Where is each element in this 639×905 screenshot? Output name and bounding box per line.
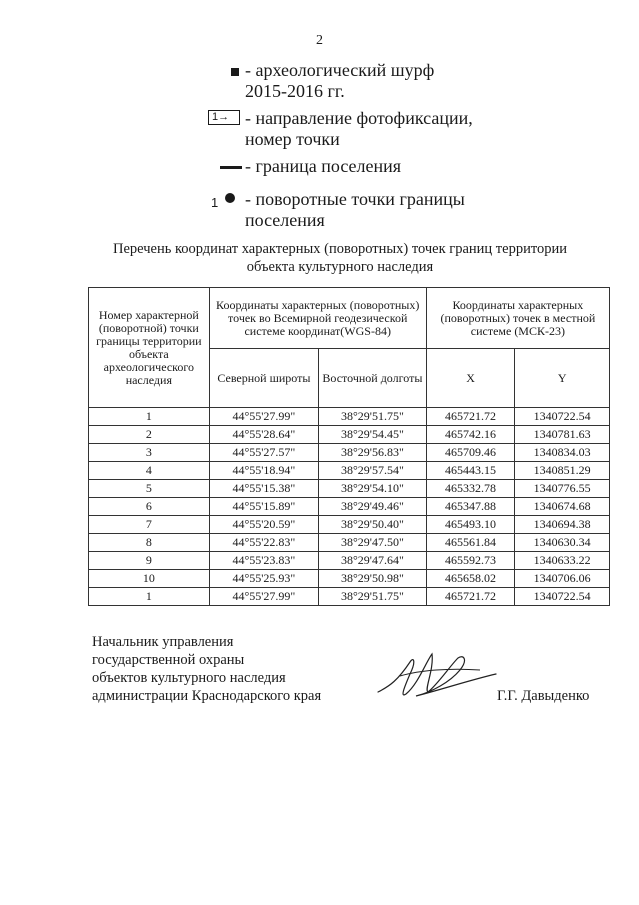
header-longitude: Восточной долготы bbox=[319, 349, 427, 408]
header-msk23: Координаты характерных (поворотных) точек в местной системе (МСК-23) bbox=[426, 288, 609, 349]
table-row bbox=[89, 534, 610, 552]
cell-longitude: 38°29'57.54" bbox=[319, 462, 427, 480]
cell-point-number: 5 bbox=[89, 480, 210, 498]
table-row bbox=[89, 408, 610, 426]
cell-x: 465592.73 bbox=[426, 552, 515, 570]
cell-point-number: 2 bbox=[89, 426, 210, 444]
header-latitude: Северной широты bbox=[209, 349, 318, 408]
legend-item-photo-direction bbox=[200, 108, 620, 150]
cell-point-number: 1 bbox=[89, 588, 210, 606]
legend-item-archaeological-pit bbox=[200, 60, 620, 102]
cell-y: 1340694.38 bbox=[515, 516, 610, 534]
cell-y: 1340776.55 bbox=[515, 480, 610, 498]
table-row bbox=[89, 426, 610, 444]
cell-longitude: 38°29'54.10" bbox=[319, 480, 427, 498]
cell-x: 465742.16 bbox=[426, 426, 515, 444]
table-row bbox=[89, 588, 610, 606]
cell-longitude: 38°29'56.83" bbox=[319, 444, 427, 462]
cell-latitude: 44°55'27.99" bbox=[209, 408, 318, 426]
cell-point-number: 1 bbox=[89, 408, 210, 426]
cell-y: 1340633.22 bbox=[515, 552, 610, 570]
legend-text-cont: поселения bbox=[245, 210, 325, 230]
page-number: 2 bbox=[316, 33, 323, 48]
cell-latitude: 44°55'27.57" bbox=[209, 444, 318, 462]
table-row bbox=[89, 462, 610, 480]
cell-longitude: 38°29'49.46" bbox=[319, 498, 427, 516]
legend-item-boundary bbox=[200, 156, 620, 177]
table-row bbox=[89, 498, 610, 516]
cell-point-number: 3 bbox=[89, 444, 210, 462]
cell-x: 465721.72 bbox=[426, 408, 515, 426]
cell-x: 465709.46 bbox=[426, 444, 515, 462]
square-marker-icon bbox=[231, 68, 239, 76]
cell-latitude: 44°55'20.59" bbox=[209, 516, 318, 534]
cell-x: 465347.88 bbox=[426, 498, 515, 516]
caption-line: Перечень координат характерных (поворотных) точек границ территории bbox=[112, 241, 568, 257]
cell-y: 1340781.63 bbox=[515, 426, 610, 444]
cell-point-number: 8 bbox=[89, 534, 210, 552]
cell-x: 465493.10 bbox=[426, 516, 515, 534]
table-row bbox=[89, 444, 610, 462]
cell-longitude: 38°29'50.98" bbox=[319, 570, 427, 588]
signer-title-line: объектов культурного наследия bbox=[92, 670, 286, 686]
cell-x: 465658.02 bbox=[426, 570, 515, 588]
legend-text: - археологический шурф bbox=[245, 60, 435, 80]
cell-latitude: 44°55'23.83" bbox=[209, 552, 318, 570]
table-row bbox=[89, 516, 610, 534]
signer-name: Г.Г. Давыденко bbox=[497, 688, 590, 704]
arrow-point-number: 1 bbox=[212, 111, 219, 123]
cell-latitude: 44°55'15.38" bbox=[209, 480, 318, 498]
legend-text: - поворотные точки границы bbox=[245, 189, 465, 209]
coordinates-table bbox=[88, 287, 610, 606]
cell-y: 1340630.34 bbox=[515, 534, 610, 552]
header-y: Y bbox=[515, 349, 610, 408]
cell-point-number: 6 bbox=[89, 498, 210, 516]
table-body bbox=[89, 408, 610, 606]
cell-y: 1340722.54 bbox=[515, 588, 610, 606]
cell-point-number: 10 bbox=[89, 570, 210, 588]
cell-latitude: 44°55'25.93" bbox=[209, 570, 318, 588]
cell-y: 1340706.06 bbox=[515, 570, 610, 588]
cell-y: 1340851.29 bbox=[515, 462, 610, 480]
cell-longitude: 38°29'50.40" bbox=[319, 516, 427, 534]
caption-line: объекта культурного наследия bbox=[246, 259, 434, 275]
cell-longitude: 38°29'51.75" bbox=[319, 408, 427, 426]
cell-longitude: 38°29'54.45" bbox=[319, 426, 427, 444]
cell-longitude: 38°29'47.64" bbox=[319, 552, 427, 570]
cell-latitude: 44°55'28.64" bbox=[209, 426, 318, 444]
legend-text-cont: 2015-2016 гг. bbox=[245, 81, 345, 101]
signer-title-line: государственной охраны bbox=[92, 652, 245, 668]
handwritten-signature bbox=[370, 640, 500, 710]
cell-point-number: 4 bbox=[89, 462, 210, 480]
map-legend bbox=[200, 60, 620, 231]
boundary-line-icon bbox=[220, 166, 242, 169]
photo-direction-arrow-icon: 1→ bbox=[208, 110, 240, 125]
signer-title-line: администрации Краснодарского края bbox=[92, 688, 322, 704]
cell-x: 465721.72 bbox=[426, 588, 515, 606]
dot-point-number: 1 bbox=[211, 195, 219, 210]
cell-y: 1340674.68 bbox=[515, 498, 610, 516]
table-row bbox=[89, 480, 610, 498]
legend-text-cont: номер точки bbox=[245, 129, 340, 149]
cell-x: 465332.78 bbox=[426, 480, 515, 498]
legend-text: - граница поселения bbox=[245, 156, 402, 176]
table-row bbox=[89, 552, 610, 570]
legend-text: - направление фотофиксации, bbox=[245, 108, 473, 128]
header-x: X bbox=[426, 349, 515, 408]
cell-latitude: 44°55'27.99" bbox=[209, 588, 318, 606]
cell-longitude: 38°29'51.75" bbox=[319, 588, 427, 606]
cell-latitude: 44°55'15.89" bbox=[209, 498, 318, 516]
signer-title-line: Начальник управления bbox=[92, 634, 234, 650]
turning-point-dot-icon bbox=[225, 193, 235, 203]
cell-latitude: 44°55'22.83" bbox=[209, 534, 318, 552]
signature-block bbox=[92, 633, 321, 705]
cell-point-number: 9 bbox=[89, 552, 210, 570]
cell-point-number: 7 bbox=[89, 516, 210, 534]
legend-item-turning-points bbox=[200, 189, 620, 231]
header-wgs84: Координаты характерных (поворотных) точек во Всемирной геодезической системе координат(WGS-84) bbox=[209, 288, 426, 349]
cell-longitude: 38°29'47.50" bbox=[319, 534, 427, 552]
table-row bbox=[89, 570, 610, 588]
table-caption bbox=[60, 240, 620, 276]
cell-x: 465561.84 bbox=[426, 534, 515, 552]
cell-y: 1340722.54 bbox=[515, 408, 610, 426]
cell-latitude: 44°55'18.94" bbox=[209, 462, 318, 480]
cell-x: 465443.15 bbox=[426, 462, 515, 480]
cell-y: 1340834.03 bbox=[515, 444, 610, 462]
header-point-number: Номер характерной (поворотной) точки границы территории объекта археологического наследия bbox=[89, 288, 210, 408]
